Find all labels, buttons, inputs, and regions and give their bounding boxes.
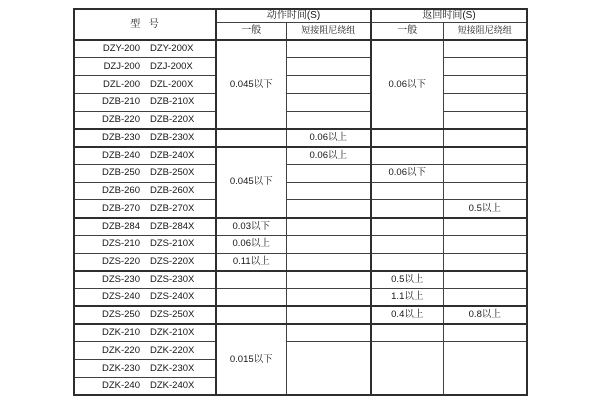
model-pair — [75, 292, 215, 302]
model-cell — [74, 111, 216, 129]
cell-return-general: 1.1以上 — [371, 289, 443, 307]
header-return-general: 一般 — [371, 22, 443, 40]
model-pair — [75, 364, 215, 374]
model-name-x: DZS-210X — [150, 238, 195, 250]
cell-return-damping — [443, 271, 527, 289]
cell-return-general — [371, 218, 443, 236]
cell-action-damping — [286, 76, 371, 94]
cell-action-damping — [286, 40, 371, 58]
model-cell — [74, 93, 216, 111]
cell-return-damping — [443, 93, 527, 111]
model-cell — [74, 342, 216, 360]
cell-return-damping — [443, 129, 527, 147]
cell-return-damping: 0.8以上 — [443, 306, 527, 324]
table-row — [74, 129, 527, 147]
cell-action-damping — [286, 111, 371, 129]
cell-return-general — [371, 342, 443, 395]
cell-action-general — [216, 271, 286, 289]
cell-action-damping — [286, 182, 371, 200]
model-name-x: DZS-220X — [150, 255, 195, 267]
model-cell — [74, 40, 216, 58]
table-row — [74, 182, 527, 200]
cell-return-general — [371, 253, 443, 271]
cell-return-damping — [443, 111, 527, 129]
cell-action-general: 0.045以下 — [216, 40, 286, 129]
model-cell — [74, 377, 216, 395]
model-name: DZB-250 — [101, 167, 140, 179]
model-cell — [74, 306, 216, 324]
table-row — [74, 306, 527, 324]
table-row — [74, 324, 527, 342]
cell-return-general: 0.4以上 — [371, 306, 443, 324]
cell-action-damping — [286, 218, 371, 236]
model-name-x: DZB-260X — [150, 185, 195, 197]
header-action-damping: 短接阻尼绕组 — [286, 22, 371, 40]
model-name-x: DZS-240X — [150, 291, 195, 303]
model-name: DZB-210 — [101, 96, 140, 108]
table-row — [74, 289, 527, 307]
model-cell — [74, 289, 216, 307]
cell-return-general — [371, 129, 443, 147]
model-name-x: DZK-210X — [150, 327, 195, 339]
model-pair — [75, 310, 215, 320]
model-name: DZY-200 — [102, 43, 140, 55]
cell-return-general: 0.06以下 — [371, 40, 443, 129]
model-pair — [75, 186, 215, 196]
spec-table — [73, 8, 528, 396]
model-pair — [75, 239, 215, 249]
model-cell — [74, 129, 216, 147]
cell-action-damping — [286, 93, 371, 111]
model-cell — [74, 147, 216, 165]
header-group-row — [74, 9, 527, 22]
model-name-x: DZK-230X — [150, 362, 195, 374]
model-cell — [74, 164, 216, 182]
model-cell — [74, 253, 216, 271]
model-name: DZS-250 — [101, 309, 140, 321]
model-name-x: DZL-200X — [150, 78, 194, 90]
table-row — [74, 200, 527, 218]
model-pair — [75, 328, 215, 338]
table-row — [74, 164, 527, 182]
cell-action-general: 0.11以上 — [216, 253, 286, 271]
model-name-x: DZS-230X — [150, 274, 195, 286]
cell-return-damping — [443, 289, 527, 307]
table-row — [74, 218, 527, 236]
cell-return-damping — [443, 40, 527, 58]
model-name: DZK-230 — [101, 362, 140, 374]
cell-return-damping — [443, 182, 527, 200]
cell-action-general — [216, 289, 286, 307]
table-row — [74, 235, 527, 253]
table-row — [74, 253, 527, 271]
table-row — [74, 93, 527, 111]
model-pair — [75, 381, 215, 391]
model-pair — [75, 44, 215, 54]
model-name: DZB-260 — [101, 185, 140, 197]
cell-action-general — [216, 129, 286, 147]
cell-return-damping — [443, 164, 527, 182]
cell-action-damping — [286, 164, 371, 182]
cell-return-damping — [443, 324, 527, 342]
model-cell — [74, 76, 216, 94]
table-row — [74, 271, 527, 289]
cell-return-general — [371, 200, 443, 218]
model-cell — [74, 324, 216, 342]
model-cell — [74, 360, 216, 378]
model-name: DZJ-200 — [103, 60, 140, 72]
cell-return-damping — [443, 76, 527, 94]
cell-return-general — [371, 324, 443, 342]
model-cell — [74, 218, 216, 236]
header-action-time: 动作时间(S) — [216, 9, 371, 22]
cell-return-general — [371, 182, 443, 200]
table-row — [74, 58, 527, 76]
model-pair — [75, 275, 215, 285]
model-name-x: DZY-200X — [150, 43, 194, 55]
model-name-x: DZK-220X — [150, 344, 195, 356]
model-cell — [74, 271, 216, 289]
table-row — [74, 76, 527, 94]
cell-action-damping — [286, 235, 371, 253]
model-cell — [74, 235, 216, 253]
table-row — [74, 111, 527, 129]
table-row — [74, 40, 527, 58]
table-body — [74, 40, 527, 395]
model-name-x: DZB-220X — [150, 113, 195, 125]
model-name: DZS-220 — [101, 255, 140, 267]
cell-action-general: 0.015以下 — [216, 324, 286, 395]
cell-action-damping — [286, 253, 371, 271]
model-name: DZB-220 — [101, 113, 140, 125]
model-name: DZS-240 — [101, 291, 140, 303]
model-cell — [74, 200, 216, 218]
cell-action-damping: 0.06以上 — [286, 147, 371, 165]
model-name: DZB-284 — [101, 220, 140, 232]
model-name: DZB-270 — [101, 202, 140, 214]
cell-action-damping — [286, 324, 371, 342]
model-pair — [75, 204, 215, 214]
model-name-x: DZB-270X — [150, 202, 195, 214]
cell-return-general — [371, 235, 443, 253]
model-pair — [75, 97, 215, 107]
model-pair — [75, 151, 215, 161]
model-pair — [75, 168, 215, 178]
cell-action-damping — [286, 271, 371, 289]
header-return-damping: 短接阻尼绕组 — [443, 22, 527, 40]
header-return-time: 返回时间(S) — [371, 9, 527, 22]
model-pair — [75, 115, 215, 125]
cell-action-damping — [286, 342, 371, 395]
model-cell — [74, 58, 216, 76]
model-pair — [75, 257, 215, 267]
model-name: DZK-210 — [101, 327, 140, 339]
model-name: DZS-210 — [101, 238, 140, 250]
model-cell — [74, 182, 216, 200]
model-pair — [75, 346, 215, 356]
model-name: DZK-220 — [101, 344, 140, 356]
model-pair — [75, 62, 215, 72]
model-name-x: DZJ-200X — [150, 60, 193, 72]
cell-action-damping — [286, 289, 371, 307]
model-name-x: DZB-284X — [150, 220, 195, 232]
cell-return-damping — [443, 235, 527, 253]
model-pair — [75, 133, 215, 143]
cell-return-damping — [443, 342, 527, 395]
model-name-x: DZB-250X — [150, 167, 195, 179]
cell-action-damping — [286, 58, 371, 76]
model-name-x: DZS-250X — [150, 309, 195, 321]
model-name: DZB-230 — [101, 131, 140, 143]
table-row — [74, 147, 527, 165]
model-name: DZB-240 — [101, 149, 140, 161]
table-row — [74, 342, 527, 360]
cell-action-general: 0.03以下 — [216, 218, 286, 236]
model-name: DZK-240 — [101, 380, 140, 392]
cell-return-general — [371, 147, 443, 165]
model-name-x: DZB-240X — [150, 149, 195, 161]
header-model: 型 号 — [74, 9, 216, 40]
cell-action-damping — [286, 200, 371, 218]
table-header — [74, 9, 527, 40]
cell-action-general: 0.06以上 — [216, 235, 286, 253]
cell-return-damping: 0.5以上 — [443, 200, 527, 218]
cell-return-damping — [443, 253, 527, 271]
cell-action-general — [216, 306, 286, 324]
cell-return-damping — [443, 147, 527, 165]
cell-action-damping — [286, 306, 371, 324]
model-pair — [75, 80, 215, 90]
cell-action-general: 0.045以下 — [216, 147, 286, 218]
model-name: DZS-230 — [101, 274, 140, 286]
cell-action-damping: 0.06以上 — [286, 129, 371, 147]
cell-return-damping — [443, 218, 527, 236]
model-pair — [75, 222, 215, 232]
cell-return-general: 0.06以下 — [371, 164, 443, 182]
cell-return-general: 0.5以上 — [371, 271, 443, 289]
model-name: DZL-200 — [103, 78, 140, 90]
header-action-general: 一般 — [216, 22, 286, 40]
model-name-x: DZK-240X — [150, 380, 195, 392]
cell-return-damping — [443, 58, 527, 76]
model-name-x: DZB-210X — [150, 96, 195, 108]
model-name-x: DZB-230X — [150, 131, 195, 143]
